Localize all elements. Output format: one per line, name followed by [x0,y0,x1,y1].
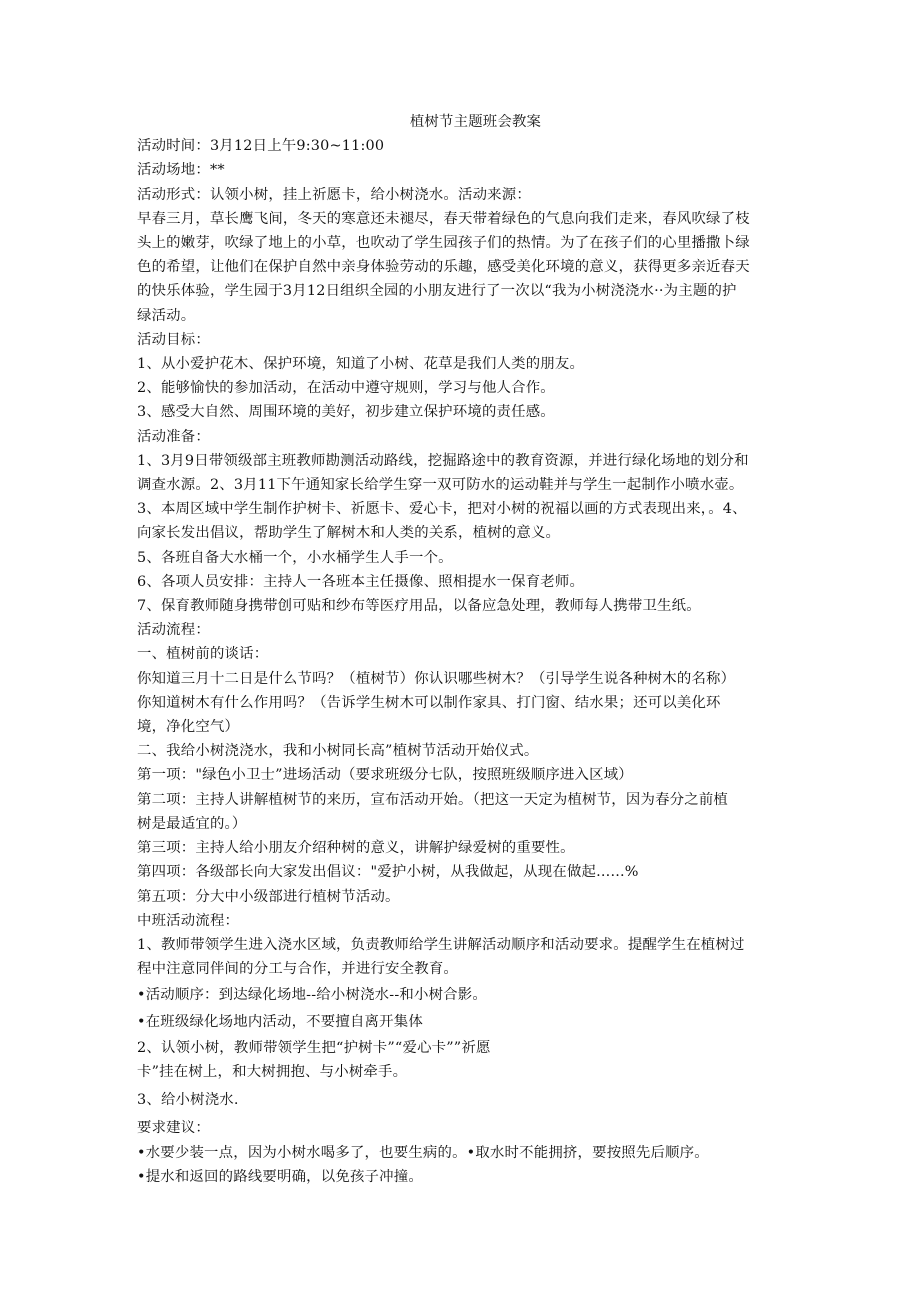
process-line: 一、植树前的谈话： [137,646,269,663]
process-line: 第二项：主持人讲解植树节的来历，宣布活动开始。（把这一天定为植树节，因为春分之前植 [137,791,729,808]
activity-time: 活动时间：3月12日上午9:30~11:00 [137,138,385,155]
middle-class-line: •活动顺序：到达绿化场地--给小树浇水--和小树合影。 [137,987,487,1004]
section-heading-goals: 活动目标： [137,331,210,348]
middle-class-line: •在班级绿化场地内活动，不要擅自离开集体 [137,1013,423,1030]
suggestion-line: •提水和返回的路线要明确，以免孩子冲撞。 [137,1168,423,1185]
section-heading-preparation: 活动准备： [137,428,210,445]
paragraph-line: 色的希望，让他们在保护自然中亲身体验劳动的乐趣，感受美化环境的意义，获得更多亲近春天 [137,259,750,276]
preparation-line: 7、保育教师随身携带创可贴和纱布等医疗用品，以备应急处理，教师每人携带卫生纸。 [137,598,701,615]
preparation-line: 1、3月9日带领级部主班教师勘测活动路线，挖掘路途中的教育资源，并进行绿化场地的划分和 [137,452,749,469]
activity-form: 活动形式：认领小树，挂上祈愿卡，给小树浇水。活动来源： [137,186,531,203]
goal-item: 2、能够愉快的参加活动，在活动中遵守规则，学习与他人合作。 [137,380,555,397]
process-line: 你知道树木有什么作用吗？（告诉学生树木可以制作家具、打门窗、结水果；还可以美化环 [137,694,721,711]
preparation-line: 调查水源。2、3月11下午通知家长给学生穿一双可防水的运动鞋并与学生一起制作小喷水壶。 [137,477,744,494]
middle-class-line: 2、认领小树，教师带领学生把“护树卡”“爱心卡””祈愿 [137,1039,491,1056]
middle-class-line: 卡”挂在树上，和大树拥抱、与小树牵手。 [137,1063,408,1080]
preparation-line: 向家长发出倡议，帮助学生了解树木和人类的关系，植树的意义。 [137,525,561,542]
suggestion-line: •水要少装一点，因为小树水喝多了，也要生病的。•取水时不能拥挤，要按照先后顺序。 [137,1144,709,1161]
process-line: 第三项：主持人给小朋友介绍种树的意义，讲解护绿爱树的重要性。 [137,840,575,857]
process-line: 二、我给小树浇浇水，我和小树同长高”植树节活动开始仪式。 [137,743,539,760]
preparation-line: 3、本周区域中学生制作护树卡、祈愿卡、爱心卡，把对小树的祝福以画的方式表现出来，。4、 [137,501,747,518]
paragraph-line: 的快乐体验，学生园于3月12日组织全园的小朋友进行了一次以“我为小树浇浇水··为主题的护 [137,283,737,300]
section-heading-suggestions: 要求建议： [137,1120,210,1137]
middle-class-line: 3、给小树浇水. [137,1092,239,1109]
process-line: 第五项：分大中小级部进行植树节活动。 [137,888,400,905]
process-line: 树是最适宜的。） [137,815,247,832]
section-heading-middle-class: 中班活动流程： [137,912,240,929]
preparation-line: 6、各项人员安排：主持人一各班本主任摄像、照相提水一保育老师。 [137,573,585,590]
activity-venue: 活动场地：** [137,162,225,179]
paragraph-line: 绿活动。 [137,307,196,324]
goal-item: 1、从小爱护花木、保护环境，知道了小树、花草是我们人类的朋友。 [137,356,585,373]
process-line: 第一项："绿色小卫士”进场活动（要求班级分七队，按照班级顺序进入区域） [137,767,633,784]
middle-class-line: 程中注意同伴间的分工与合作，并进行安全教育。 [137,961,458,978]
document-page [137,110,802,1189]
goal-item: 3、感受大自然、周围环境的美好，初步建立保护环境的责任感。 [137,404,555,421]
document-title: 植树节主题班会教案 [409,114,542,130]
process-line: 你知道三月十二日是什么节吗？（植树节）你认识哪些树木？（引导学生说各种树木的名称） [137,670,736,687]
paragraph-line: 头上的嫩芽，吹绿了地上的小草，也吹动了学生园孩子们的热情。为了在孩子们的心里播撒卜绿 [137,235,750,252]
process-line: 第四项：各级部长向大家发出倡议："爱护小树，从我做起，从现在做起......% [137,864,639,881]
process-line: 境，净化空气） [137,719,240,736]
paragraph-line: 早春三月，草长鹰飞间，冬天的寒意还未褪尽，春天带着绿色的气息向我们走来，春风吹绿了枝 [137,210,750,227]
preparation-line: 5、各班自备大水桶一个，小水桶学生人手一个。 [137,549,453,566]
middle-class-line: 1、教师带领学生进入浇水区域，负责教师给学生讲解活动顺序和活动要求。提醒学生在植树过 [137,936,745,953]
section-heading-process: 活动流程： [137,622,210,639]
